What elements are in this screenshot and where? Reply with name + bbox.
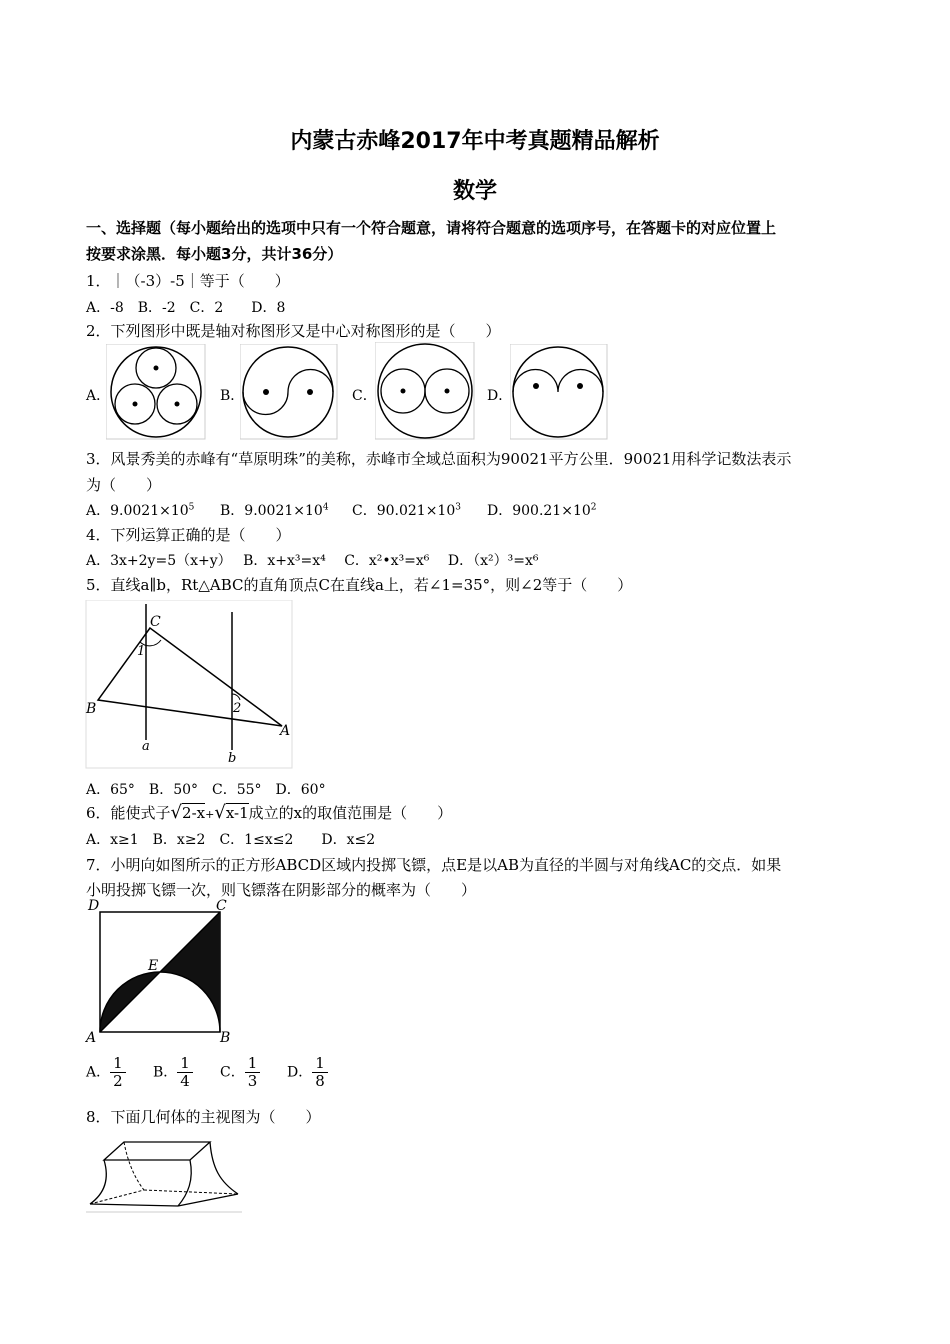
q2-label-d: D． — [487, 388, 513, 404]
q5-angle2-arc — [232, 694, 240, 700]
q8-front-right-curve — [178, 1160, 191, 1206]
q7-option-c-den: 3 — [247, 1072, 258, 1090]
q7-label-b: B — [220, 1030, 231, 1046]
q7-label-c: C — [216, 898, 227, 914]
q7-option-a-fraction — [110, 1055, 126, 1090]
q7-option-b-num: 1 — [177, 1055, 193, 1073]
q7-option-b-den: 4 — [180, 1072, 190, 1090]
q2-figure-c — [375, 342, 475, 440]
q1-options: A．-8 B．-2 C．2 D．8 — [86, 300, 286, 316]
q8-back-right-curve — [210, 1142, 238, 1194]
q2-figure-b — [240, 344, 338, 440]
q3-stem-line1: 3．风景秀美的赤峰有“草原明珠”的美称，赤峰市全域总面积为90021平方公里．90021用科学记数法表示 — [86, 450, 792, 468]
q8-left-curve — [90, 1160, 106, 1204]
section-header-line1: 一、选择题（每小题给出的选项中只有一个符合题意，请将符合题意的选项序号，在答题卡的对应位置上 — [86, 219, 777, 237]
q7-label-d: D — [88, 898, 100, 914]
q5-angle1-label: 1 — [137, 644, 146, 659]
q2-label-a: A． — [86, 388, 111, 404]
q4-stem: 4．下列运算正确的是（ ） — [86, 526, 291, 544]
q7-option-c — [220, 1055, 260, 1090]
q3-option-a-text: A．9.0021×10 — [86, 503, 189, 519]
q5-label-b: B — [86, 701, 97, 717]
q2-figure-d — [510, 344, 608, 440]
q3-option-a — [86, 500, 194, 520]
q8-base-hidden-back — [144, 1190, 238, 1194]
q7-option-b-fraction — [177, 1055, 193, 1090]
q3-option-d — [487, 500, 597, 520]
q6-stem-pre: 6．能使式子 — [86, 804, 171, 822]
q1-stem: 1．｜（-3）-5｜等于（ ） — [86, 272, 290, 290]
q8-stem: 8．下面几何体的主视图为（ ） — [86, 1108, 321, 1126]
q7-option-a — [86, 1055, 126, 1090]
q3-option-d-text: D．900.21×10 — [487, 503, 591, 519]
q3-option-d-exp: 2 — [590, 502, 597, 513]
q2-stem: 2．下列图形中既是轴对称图形又是中心对称图形的是（ ） — [86, 322, 501, 340]
q3-stem-line2: 为（ ） — [86, 476, 162, 494]
q8-hidden-curve — [124, 1142, 144, 1190]
q7-stem-line1: 7．小明向如图所示的正方形ABCD区域内投掷飞镖，点E是以AB为直径的半圆与对角线AC的交点．如果 — [86, 856, 782, 874]
q5-figure — [84, 600, 294, 770]
q8-top-face — [104, 1142, 210, 1160]
q5-angle2-label: 2 — [233, 701, 242, 716]
q5-label-a: A — [280, 723, 291, 739]
q6-sqrt-sign-2: √ — [214, 802, 226, 823]
q8-base-right — [178, 1194, 238, 1206]
q4-options: A．3x+2y=5（x+y） B．x+x³=x⁴ C．x²•x³=x⁶ D．（x²）³=x⁶ — [86, 553, 539, 569]
q7-option-c-num: 1 — [245, 1055, 261, 1073]
q7-option-d-den: 8 — [315, 1072, 325, 1090]
q7-label-a: A — [86, 1030, 97, 1046]
q3-option-a-exp: 5 — [188, 502, 195, 513]
q7-option-c-fraction — [245, 1055, 261, 1090]
q6-sqrt-sign-1: √ — [170, 802, 183, 823]
section-header-line2: 按要求涂黑．每小题3分，共计36分） — [86, 245, 343, 263]
q6-options: A．x≥1 B．x≥2 C．1≤x≤2 D．x≤2 — [86, 832, 376, 848]
q7-option-d — [287, 1055, 328, 1090]
q6-stem-post: 成立的x的取值范围是（ ） — [248, 804, 453, 822]
q5-triangle — [98, 628, 282, 726]
q3-option-b-exp: 4 — [322, 502, 329, 513]
q2-figure-a — [106, 344, 206, 440]
q5-line-b-label: b — [228, 751, 237, 766]
q2-label-c: C． — [352, 388, 377, 404]
q3-option-c — [352, 500, 461, 520]
q8-figure — [84, 1128, 244, 1214]
q8-base-front — [90, 1204, 178, 1206]
q6-radicand-2: x-1 — [225, 804, 249, 822]
q3-option-b-text: B．9.0021×10 — [220, 503, 323, 519]
q7-option-a-den: 2 — [113, 1072, 123, 1090]
q6-plus: + — [205, 808, 215, 821]
q7-option-b-label: B． — [153, 1064, 178, 1081]
q7-option-a-num: 1 — [110, 1055, 126, 1073]
q6-stem — [86, 802, 452, 823]
q5-stem: 5．直线a∥b，Rt△ABC的直角顶点C在直线a上，若∠1=35°，则∠2等于（ ） — [86, 576, 633, 594]
q3-option-c-text: C．90.021×10 — [352, 503, 456, 519]
q7-stem-line2: 小明投掷飞镖一次，则飞镖落在阴影部分的概率为（ ） — [86, 881, 477, 899]
q7-label-e: E — [148, 958, 159, 974]
q5-line-a-label: a — [142, 739, 150, 754]
q3-option-b — [220, 500, 329, 520]
q7-option-d-num: 1 — [312, 1055, 328, 1073]
q7-option-d-label: D． — [287, 1064, 313, 1081]
q7-option-b — [153, 1055, 193, 1090]
q7-option-d-fraction — [312, 1055, 328, 1090]
page-title: 内蒙古赤峰2017年中考真题精品解析 — [290, 129, 660, 154]
q7-figure — [84, 896, 234, 1046]
q5-label-c: C — [150, 614, 161, 630]
q5-options: A．65° B．50° C．55° D．60° — [86, 782, 326, 798]
q2-label-b: B． — [220, 388, 245, 404]
subject-title: 数学 — [452, 179, 497, 204]
q3-option-c-exp: 3 — [455, 502, 461, 513]
q7-option-c-label: C． — [220, 1064, 245, 1081]
q7-option-a-label: A． — [86, 1064, 111, 1081]
q6-radicand-1: 2-x — [182, 804, 206, 822]
